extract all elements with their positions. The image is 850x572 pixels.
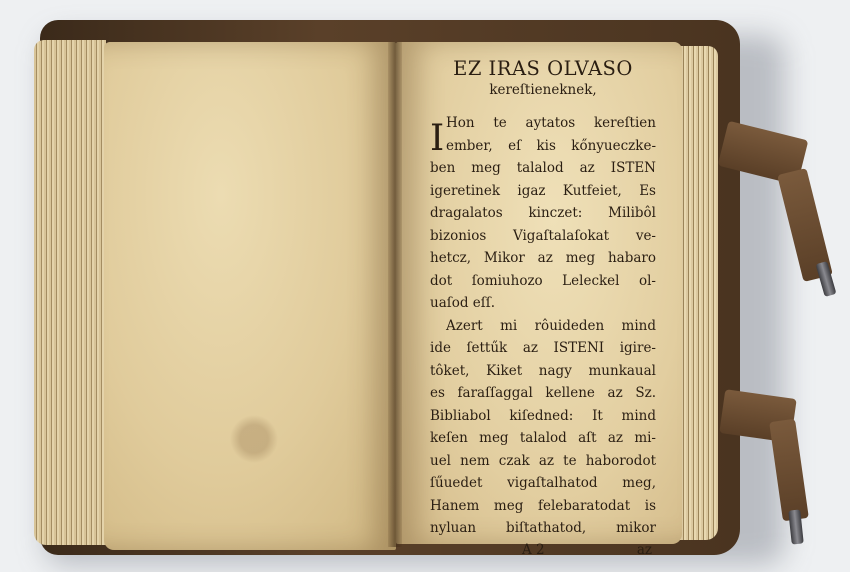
page-subtitle: kereſtieneknek,	[489, 82, 597, 98]
drop-cap: I	[430, 118, 445, 159]
page-text-block	[430, 58, 656, 564]
text-line: ide ſettűk az ISTENI igire-	[430, 340, 656, 356]
text-line: hetcz, Mikor az meg habaro	[430, 250, 656, 266]
text-line: keſen meg talalod aſt az mi-	[430, 430, 656, 446]
text-line: uel nem czak az te haborodot	[430, 452, 656, 469]
text-line: Bibliabol kiſedned: It mind	[430, 407, 656, 424]
page-title: EZ IRAS OLVASO	[453, 57, 633, 80]
signature-mark: A 2	[522, 541, 545, 558]
top-metal-clasp	[816, 261, 837, 297]
catchword: az	[636, 541, 652, 558]
right-page-edges	[676, 46, 718, 540]
blank-left-page	[104, 42, 396, 550]
text-line: ember, eſ kis kőnyueczke-	[446, 137, 656, 154]
text-line: bizonios Vigaſtalaſokat ve-	[430, 227, 656, 244]
text-line: ſűuedet vigaſtalhatod meg,	[430, 475, 656, 491]
text-line: ben meg talalod az ISTEN	[430, 160, 656, 176]
text-line: Hanem meg felebaratodat is	[430, 497, 656, 514]
text-line: nyluan biſtathatod, mikor	[430, 520, 656, 536]
text-line: tôket, Kiket nagy munkaual	[430, 362, 656, 379]
text-line: Azert mi rôuideden mind	[446, 317, 656, 334]
book-gutter	[388, 42, 402, 547]
left-page-edges	[34, 40, 106, 545]
text-line: dragalatos kinczet: Milibôl	[430, 205, 656, 221]
text-line: igeretinek igaz Kutfeiet, Es	[430, 182, 656, 199]
text-line: dot ſomiuhozo Leleckel ol-	[430, 272, 656, 289]
page-footer	[430, 542, 656, 564]
text-line: uaſod eſſ.	[430, 295, 496, 311]
text-line: Hon te aytatos kereſtien	[446, 115, 656, 131]
text-line: es faraſſaggal kellene az Sz.	[430, 385, 656, 401]
